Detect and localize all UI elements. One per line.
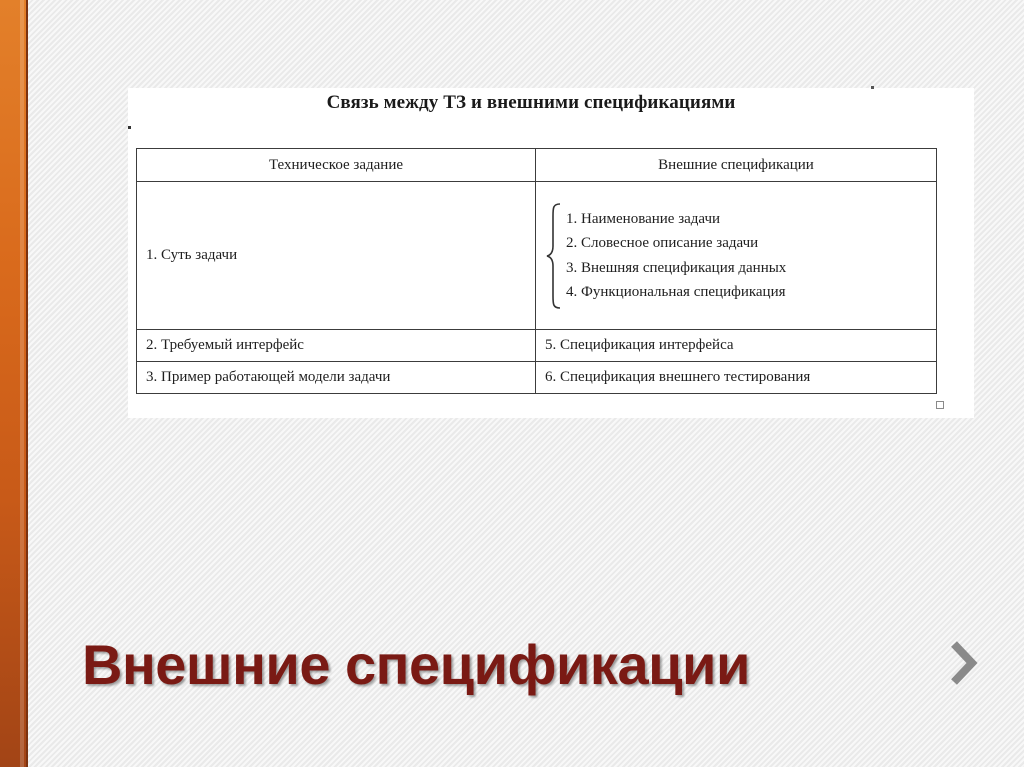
anchor-marker — [128, 126, 131, 129]
cell-testing-spec: 6. Спецификация внешнего тестирования — [536, 362, 937, 394]
table-row — [137, 330, 937, 362]
cell-required-interface: 2. Требуемый интерфейс — [137, 330, 536, 362]
slide-title: Внешние спецификации — [82, 633, 750, 696]
list-item: 3. Внешняя спецификация данных — [566, 259, 787, 276]
next-slide-button[interactable] — [945, 636, 981, 690]
list-item: 2. Словесное описание задачи — [566, 235, 759, 251]
curly-brace-icon — [545, 202, 563, 310]
table-title: Связь между ТЗ и внешними спецификациями — [326, 92, 736, 113]
accent-side-bar — [0, 0, 28, 767]
cell-model-example: 3. Пример работающей модели задачи — [137, 362, 536, 394]
header-external-specs: Внешние спецификации — [536, 149, 937, 182]
anchor-marker — [871, 86, 874, 89]
spec-table — [136, 148, 937, 394]
resize-handle[interactable] — [936, 401, 944, 409]
table-row — [137, 182, 937, 330]
chevron-right-icon[interactable] — [945, 636, 981, 690]
list-item: 1. Наименование задачи — [566, 210, 721, 227]
cell-task-essence: 1. Суть задачи — [137, 182, 536, 330]
brace-group — [545, 202, 927, 310]
list-item: 4. Функциональная спецификация — [566, 284, 786, 300]
table-row — [137, 362, 937, 394]
table-image — [128, 88, 974, 418]
cell-interface-spec: 5. Спецификация интерфейса — [536, 330, 937, 362]
spec-subitems — [566, 207, 786, 305]
cell-spec-list — [536, 182, 937, 330]
table-header-row — [137, 149, 937, 182]
header-technical-task: Техническое задание — [137, 149, 536, 182]
